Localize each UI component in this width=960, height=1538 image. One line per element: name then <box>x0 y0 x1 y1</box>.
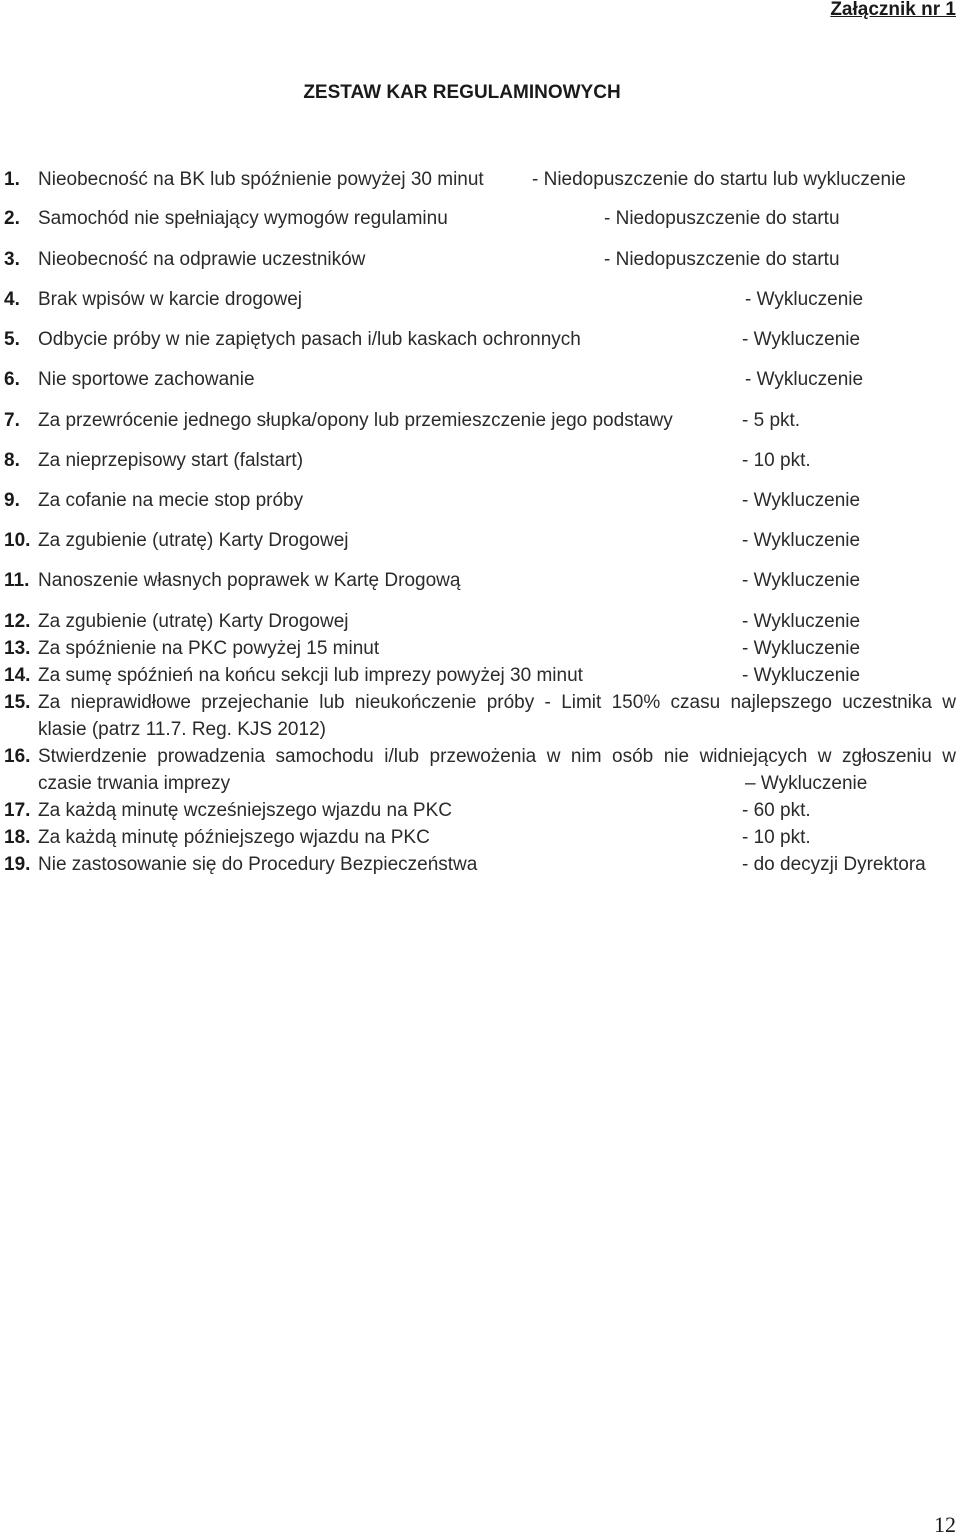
item-number: 11. <box>4 570 30 591</box>
item-text: Za każdą minutę późniejszego wjazdu na PKC <box>38 827 430 848</box>
page-title: ZESTAW KAR REGULAMINOWYCH <box>303 82 621 103</box>
item-number: 4. <box>4 289 20 310</box>
item-penalty: - Niedopuszczenie do startu lub wykluczenie <box>532 169 906 190</box>
item-number: 9. <box>4 490 20 511</box>
item-number: 13. <box>4 638 31 659</box>
item-text: Nie sportowe zachowanie <box>38 369 255 390</box>
item-penalty: - do decyzji Dyrektora <box>742 854 926 875</box>
item-text <box>38 689 956 716</box>
item-text-line2: klasie (patrz 11.7. Reg. KJS 2012) <box>38 719 326 740</box>
item-number: 16. <box>4 746 31 767</box>
item-text: Za zgubienie (utratę) Karty Drogowej <box>38 611 349 632</box>
item-penalty: - Wykluczenie <box>742 665 861 686</box>
item-penalty: - Wykluczenie <box>742 638 861 659</box>
item-penalty: - Wykluczenie <box>745 369 864 390</box>
item-text: Za nieprzepisowy start (falstart) <box>38 450 304 471</box>
item-penalty: - Wykluczenie <box>742 530 861 551</box>
item-penalty: - 5 pkt. <box>742 410 801 431</box>
annex-label: Załącznik nr 1 <box>830 0 956 20</box>
item-penalty: - Niedopuszczenie do startu <box>604 208 840 229</box>
item-penalty: - 10 pkt. <box>742 827 811 848</box>
item-penalty: - 60 pkt. <box>742 800 811 821</box>
list-item <box>0 689 960 743</box>
item-text: Samochód nie spełniający wymogów regulaminu <box>38 208 448 229</box>
item-penalty: - Wykluczenie <box>742 611 861 632</box>
item-number: 19. <box>4 854 31 875</box>
item-penalty: - Wykluczenie <box>742 490 861 511</box>
item-text: Nie zastosowanie się do Procedury Bezpieczeństwa <box>38 854 478 875</box>
item-number: 7. <box>4 410 20 431</box>
item-number: 12. <box>4 611 31 632</box>
item-number: 3. <box>4 249 20 270</box>
item-number: 18. <box>4 827 31 848</box>
item-text: Za sumę spóźnień na końcu sekcji lub imprezy powyżej 30 minut <box>38 665 583 686</box>
item-text: Odbycie próby w nie zapiętych pasach i/lub kaskach ochronnych <box>38 329 581 350</box>
item-text-line1: Stwierdzenie prowadzenia samochodu i/lub przewożenia w nim osób nie widniejących w zgłoszeniu w <box>38 746 956 767</box>
item-number: 14. <box>4 665 31 686</box>
item-number: 17. <box>4 800 31 821</box>
item-number: 10. <box>4 530 31 551</box>
item-number: 8. <box>4 450 20 471</box>
item-number: 5. <box>4 329 20 350</box>
item-text <box>38 743 956 770</box>
item-text: Za każdą minutę wcześniejszego wjazdu na PKC <box>38 800 452 821</box>
item-penalty: - Niedopuszczenie do startu <box>604 249 840 270</box>
item-penalty: - Wykluczenie <box>745 289 864 310</box>
item-text: Za przewrócenie jednego słupka/opony lub przemieszczenie jego podstawy <box>38 410 673 431</box>
item-number: 15. <box>4 692 31 713</box>
item-penalty: – Wykluczenie <box>745 773 868 794</box>
item-penalty: - Wykluczenie <box>742 570 861 591</box>
item-text-line2: czasie trwania imprezy <box>38 773 231 794</box>
item-text: Za spóźnienie na PKC powyżej 15 minut <box>38 638 380 659</box>
page-number: 12 <box>934 1512 956 1537</box>
item-penalty: - Wykluczenie <box>742 329 861 350</box>
item-text: Nieobecność na odprawie uczestników <box>38 249 366 270</box>
item-text: Za zgubienie (utratę) Karty Drogowej <box>38 530 349 551</box>
item-text: Brak wpisów w karcie drogowej <box>38 289 302 310</box>
item-number: 2. <box>4 208 20 229</box>
item-number: 6. <box>4 369 20 390</box>
item-text: Za cofanie na mecie stop próby <box>38 490 304 511</box>
item-text: Nanoszenie własnych poprawek w Kartę Drogową <box>38 570 461 591</box>
item-penalty: - 10 pkt. <box>742 450 811 471</box>
item-text: Nieobecność na BK lub spóźnienie powyżej 30 minut <box>38 169 484 190</box>
list-item <box>0 743 960 797</box>
item-text-line1: Za nieprawidłowe przejechanie lub nieukończenie próby - Limit 150% czasu najlepszego uczestnika w <box>38 692 956 713</box>
item-number: 1. <box>4 169 20 190</box>
